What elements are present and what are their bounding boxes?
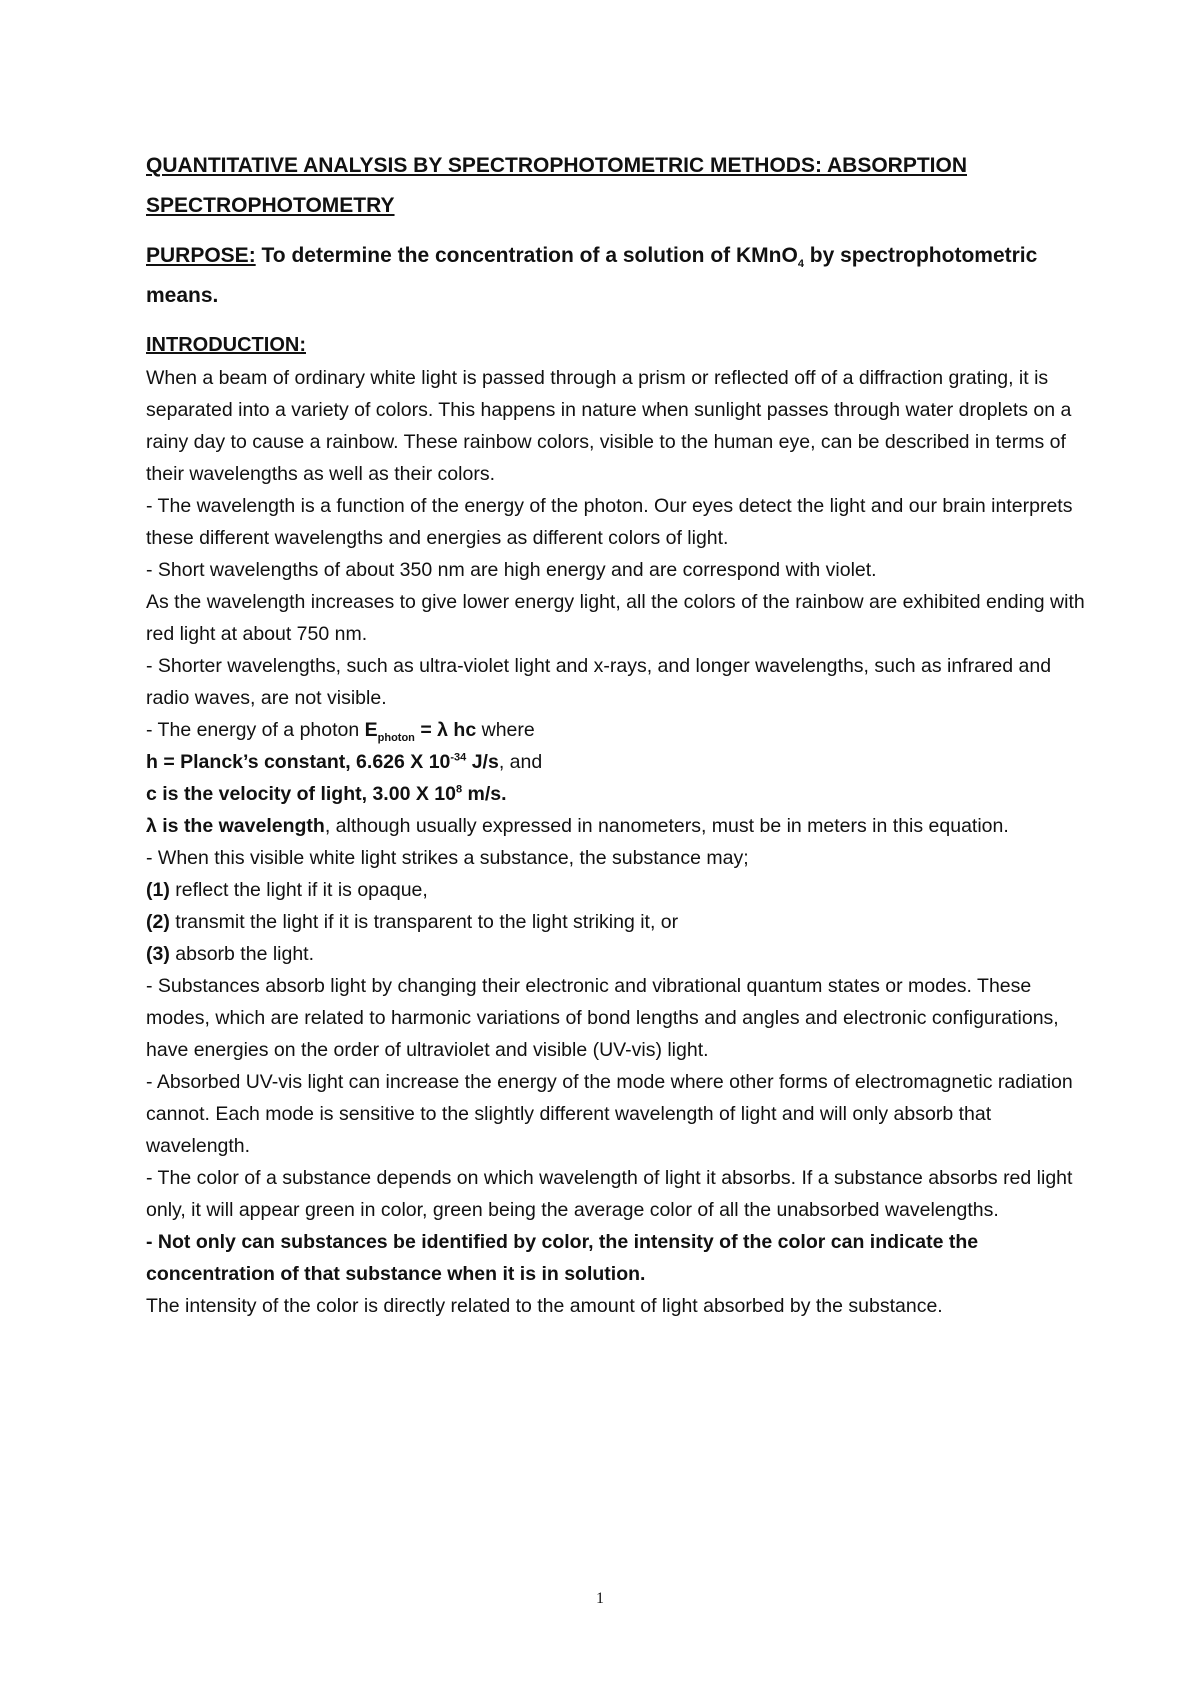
equation-equals: = — [414, 719, 438, 741]
paragraph-white-light: When a beam of ordinary white light is passed through a prism or reflected off of a diffraction grating, it is separated into a variety of colors. This happens in nature when sunlight passes through water droplets on a rainy day to cause a rainbow. These rainbow colors, visible to the human eye, can be described in terms of their wavelengths as well as their colors. — [146, 367, 1072, 485]
purpose-text: To determine the concentration of a solution of KMnO — [255, 244, 798, 267]
velocity-line — [146, 778, 1086, 810]
planck-bold: h = Planck’s constant, 6.626 X 10 — [146, 751, 451, 773]
velocity-bold: c is the velocity of light, 3.00 X 10 — [146, 783, 456, 805]
paragraph-short-wavelengths: - Short wavelengths of about 350 nm are high energy and are correspond with violet. — [146, 559, 877, 581]
page-number: 1 — [596, 1590, 604, 1607]
option-text: transmit the light if it is transparent to the light striking it, or — [169, 911, 679, 933]
paragraph-uv-vis: - Absorbed UV-vis light can increase the energy of the mode where other forms of electromagnetic radiation cannot. Each mode is sensitive to the slightly different wavelength of light and will only absorb that wavelength. — [146, 1071, 1073, 1157]
document-title: QUANTITATIVE ANALYSIS BY SPECTROPHOTOMETRIC METHODS: ABSORPTION SPECTROPHOTOMETRY — [146, 154, 967, 217]
option-text: reflect the light if it is opaque, — [169, 879, 428, 901]
equation-E: E — [364, 719, 378, 741]
velocity-unit: m/s. — [462, 783, 507, 805]
paragraph-light-strikes: - When this visible white light strikes a substance, the substance may; — [146, 847, 749, 869]
introduction-heading: INTRODUCTION: — [146, 334, 306, 356]
paragraph-intensity-bold: - Not only can substances be identified by color, the intensity of the color can indicate the concentration of that substance when it is in solution. — [146, 1231, 979, 1285]
purpose-statement — [146, 236, 1086, 316]
wavelength-bold: λ is the wavelength — [146, 815, 325, 837]
purpose-text-end: by spectrophotometric means. — [146, 244, 1038, 307]
list-item — [146, 938, 1086, 970]
list-item — [146, 874, 1086, 906]
option-number: (3) — [146, 943, 170, 965]
equation-lambda: λ — [437, 719, 448, 741]
option-number: (1) — [146, 879, 170, 901]
photon-energy-equation — [146, 714, 1086, 746]
paragraph-intensity: The intensity of the color is directly related to the amount of light absorbed by the substance. — [146, 1295, 943, 1317]
page-content — [146, 146, 1086, 1322]
equation-hc: hc — [448, 719, 477, 741]
list-item — [146, 906, 1086, 938]
planck-unit: J/s — [466, 751, 499, 773]
equation-suffix: where — [476, 719, 535, 741]
equation-prefix: - The energy of a photon — [146, 719, 365, 741]
paragraph-wavelength-increase: As the wavelength increases to give lower energy light, all the colors of the rainbow are exhibited ending with red light at about 750 nm. — [146, 591, 1085, 645]
paragraph-color-substance: - The color of a substance depends on which wavelength of light it absorbs. If a substance absorbs red light only, it will appear green in color, green being the average color of all the unabsorbed wavelengths. — [146, 1167, 1073, 1221]
wavelength-line — [146, 810, 1086, 842]
paragraph-wavelength-energy: - The wavelength is a function of the energy of the photon. Our eyes detect the light and our brain interprets these different wavelengths and energies as different colors of light. — [146, 495, 1073, 549]
planck-rest: , and — [498, 751, 543, 773]
planck-constant-line — [146, 746, 1086, 778]
option-text: absorb the light. — [169, 943, 315, 965]
purpose-label: PURPOSE: — [146, 244, 256, 267]
wavelength-rest: , although usually expressed in nanometers, must be in meters in this equation. — [324, 815, 1009, 837]
option-number: (2) — [146, 911, 170, 933]
equation-subscript: photon — [377, 731, 415, 744]
paragraph-absorb-modes: - Substances absorb light by changing their electronic and vibrational quantum states or modes. These modes, which are related to harmonic variations of bond lengths and angles and electronic configurations, have energies on the order of ultraviolet and visible (UV-vis) light. — [146, 975, 1059, 1061]
purpose-subscript: 4 — [797, 258, 804, 271]
paragraph-not-visible: - Shorter wavelengths, such as ultra-violet light and x-rays, and longer wavelengths, such as infrared and radio waves, are not visible. — [146, 655, 1052, 709]
velocity-exponent: 8 — [455, 783, 463, 796]
planck-exponent: -34 — [450, 751, 467, 764]
